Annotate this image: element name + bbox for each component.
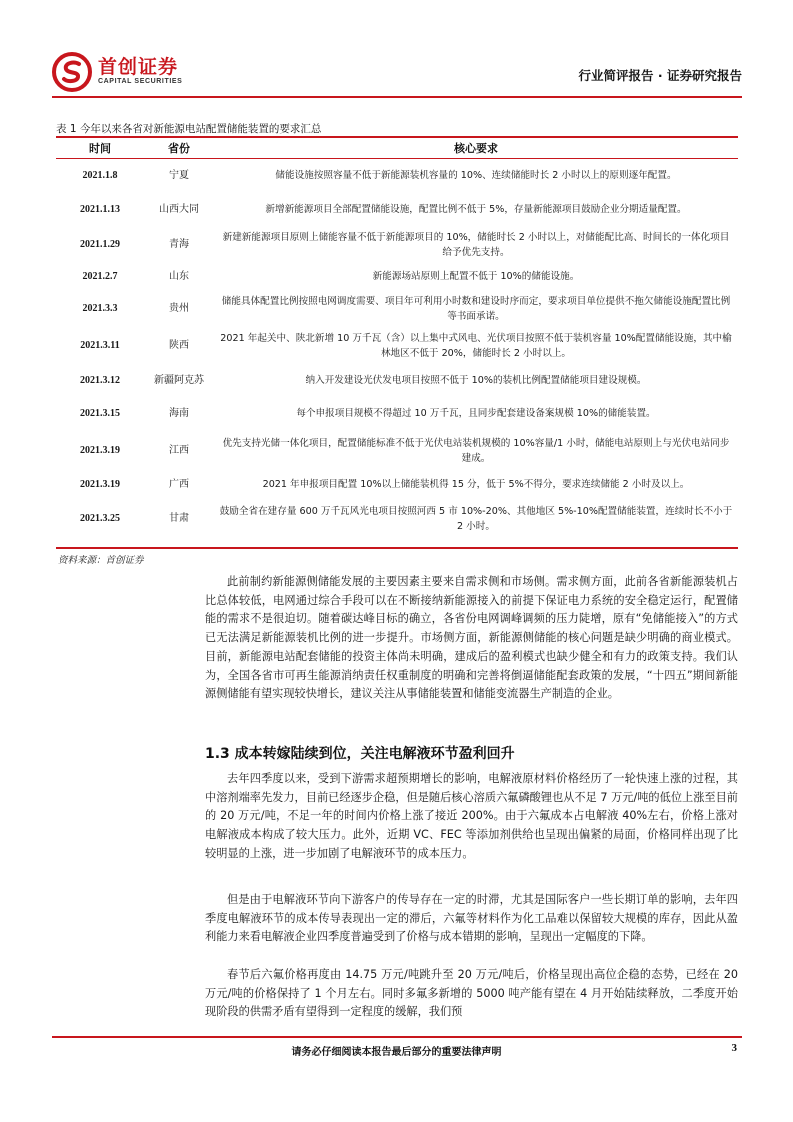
row-requirement: 2021 年申报项目配置 10%以上储能装机得 15 分，低于 5%不得分，要求连续储能 2 小时及以上。 <box>262 479 690 490</box>
table-row <box>56 159 738 193</box>
row-province: 江西 <box>169 445 189 456</box>
table-row <box>56 471 738 499</box>
row-date: 2021.3.12 <box>80 375 120 386</box>
capital-securities-logo-icon <box>52 52 92 92</box>
report-type-label: 行业简评报告 · 证券研究报告 <box>578 68 742 83</box>
footer-divider <box>52 1036 742 1038</box>
row-requirement: 鼓励全省在建存量 600 万千瓦风光电项目按照河西 5 市 10%-20%、其他地区 5%-10%配置储能装置，连续时长不小于 2 小时。 <box>219 505 733 532</box>
row-province: 青海 <box>169 239 189 250</box>
table-row <box>56 291 738 327</box>
body-paragraph-4: 春节后六氟价格再度由 14.75 万元/吨跳升至 20 万元/吨后，价格呈现出高位企稳的态势，已经在 20 万元/吨的价格保持了 1 个月左右。同时多氟多新增的 5000 吨产能有望在 4 月开始陆续释放，二季度开始现阶段的供需矛盾有望得到一定程度的缓解，我们预 <box>205 968 738 1019</box>
row-requirement: 新增新能源项目全部配置储能设施，配置比例不低于 5%，存量新能源项目鼓励企业分期适量配置。 <box>265 204 687 215</box>
company-logo <box>52 50 182 94</box>
row-province: 山东 <box>169 271 189 282</box>
row-province: 广西 <box>169 479 189 490</box>
column-header-date: 时间 <box>56 138 144 159</box>
row-date: 2021.3.3 <box>82 303 118 314</box>
table-row <box>56 227 738 263</box>
row-province: 宁夏 <box>169 170 189 182</box>
table-caption: 表 1 今年以来各省对新能源电站配置储能装置的要求汇总 <box>56 123 322 135</box>
storage-requirements-table <box>56 138 738 539</box>
table-row <box>56 263 738 291</box>
row-date: 2021.3.19 <box>80 479 120 490</box>
row-date: 2021.1.8 <box>82 170 118 182</box>
column-header-requirement: 核心要求 <box>214 138 738 159</box>
row-province: 新疆阿克苏 <box>154 375 204 386</box>
table-row <box>56 365 738 397</box>
row-date: 2021.1.13 <box>80 204 120 215</box>
body-paragraph-3: 但是由于电解液环节向下游客户的传导存在一定的时滞，尤其是国际客户一些长期订单的影响，去年四季度电解液环节的成本传导表现出一定的滞后，六氟等材料作为化工品难以保留较大规模的库存，因此从盈利能力来看电解液企业四季度普遍受到了价格与成本错期的影响，呈现出一定幅度的下降。 <box>205 893 738 944</box>
page-number: 3 <box>731 1042 737 1054</box>
table-row <box>56 397 738 431</box>
row-requirement: 新能源场站原则上配置不低于 10%的储能设施。 <box>372 271 580 282</box>
table-bottom-rule <box>56 547 738 549</box>
row-date: 2021.3.19 <box>80 445 120 456</box>
table-row <box>56 327 738 365</box>
row-province: 贵州 <box>169 303 189 314</box>
table-header-row <box>56 138 738 159</box>
row-requirement: 新建新能源项目原则上储能容量不低于新能源项目的 10%，储能时长 2 小时以上，对储能配比高、时间长的一体化项目给予优先支持。 <box>222 231 730 258</box>
column-header-province: 省份 <box>144 138 214 159</box>
body-paragraph-2: 去年四季度以来，受到下游需求超预期增长的影响，电解液原材料价格经历了一轮快速上涨的过程，其中溶剂端率先发力，目前已经逐步企稳，但是随后核心溶质六氟磷酸锂也从不足 7 万元/吨的低位上涨至目前的 20 万元/吨，不足一年的时间内价格上涨了接近 200%。由于六氟成本占电解液 40%左右，价格上涨对电解液成本构成了较大压力。此外，近期 VC、FEC 等添加剂供给也呈现出偏紧的局面，价格同样出现了比较明显的上涨，进一步加剧了电解液环节的成本压力。 <box>205 772 738 860</box>
row-date: 2021.3.25 <box>80 513 120 524</box>
row-date: 2021.2.7 <box>82 271 118 282</box>
row-province: 陕西 <box>169 340 189 351</box>
logo-chinese-name: 首创证券 <box>98 56 179 78</box>
row-date: 2021.3.11 <box>80 340 120 351</box>
row-requirement: 储能设施按照容量不低于新能源装机容量的 10%、连续储能时长 2 小时以上的原则逐年配置。 <box>275 170 677 182</box>
row-province: 山西大同 <box>159 204 199 215</box>
row-requirement: 每个申报项目规模不得超过 10 万千瓦，且同步配套建设备案规模 10%的储能装置。 <box>296 408 656 419</box>
row-date: 2021.3.15 <box>80 408 120 419</box>
table-row <box>56 499 738 539</box>
table-source-note: 资料来源：首创证券 <box>58 555 144 566</box>
row-requirement: 储能具体配置比例按照电网调度需要、项目年可利用小时数和建设时序而定，要求项目单位提供不拖欠储能设施配置比例等书面承诺。 <box>221 295 731 322</box>
page-header <box>52 50 742 96</box>
body-paragraph-1: 此前制约新能源侧储能发展的主要因素主要来自需求侧和市场侧。需求侧方面，此前各省新能源装机占比总体较低，电网通过综合手段可以在不断接纳新能源接入的前提下保证电力系统的安全稳定运行，配置储能的需求不是很迫切。随着碳达峰目标的确立，各省份电网调峰调频的压力陡增，原有“免储能接入”的方式已无法满足新能源装机比例的进一步提升。市场侧方面，新能源侧储能的核心问题是缺少明确的商业模式。目前，新能源电站配套储能的投资主体尚未明确，建成后的盈利模式也缺少健全和有力的政策支持。我们认为，全国各省市可再生能源消纳责任权重制度的明确和完善将倒逼储能配套政策的发展，“十四五”期间新能源侧储能有望实现较快增长，建议关注从事储能装置和储能变流器生产制造的企业。 <box>205 575 738 701</box>
row-date: 2021.1.29 <box>80 239 120 250</box>
table-row <box>56 431 738 471</box>
logo-english-name: CAPITAL SECURITIES <box>98 78 183 85</box>
legal-disclaimer-notice: 请务必仔细阅读本报告最后部分的重要法律声明 <box>291 1047 502 1058</box>
row-province: 甘肃 <box>169 513 189 524</box>
row-requirement: 优先支持光储一体化项目，配置储能标准不低于光伏电站装机规模的 10%容量/1 小时，储能电站原则上与光伏电站同步建成。 <box>222 437 730 464</box>
row-province: 海南 <box>169 408 189 419</box>
section-heading: 1.3 成本转嫁陆续到位，关注电解液环节盈利回升 <box>205 746 515 762</box>
table-row <box>56 193 738 227</box>
header-divider <box>52 96 742 98</box>
row-requirement: 2021 年起关中、陕北新增 10 万千瓦（含）以上集中式风电、光伏项目按照不低于装机容量 10%配置储能设施，其中榆林地区不低于 20%，储能时长 2 小时以上。 <box>220 332 732 359</box>
row-requirement: 纳入开发建设光伏发电项目按照不低于 10%的装机比例配置储能项目建设规模。 <box>305 375 647 386</box>
